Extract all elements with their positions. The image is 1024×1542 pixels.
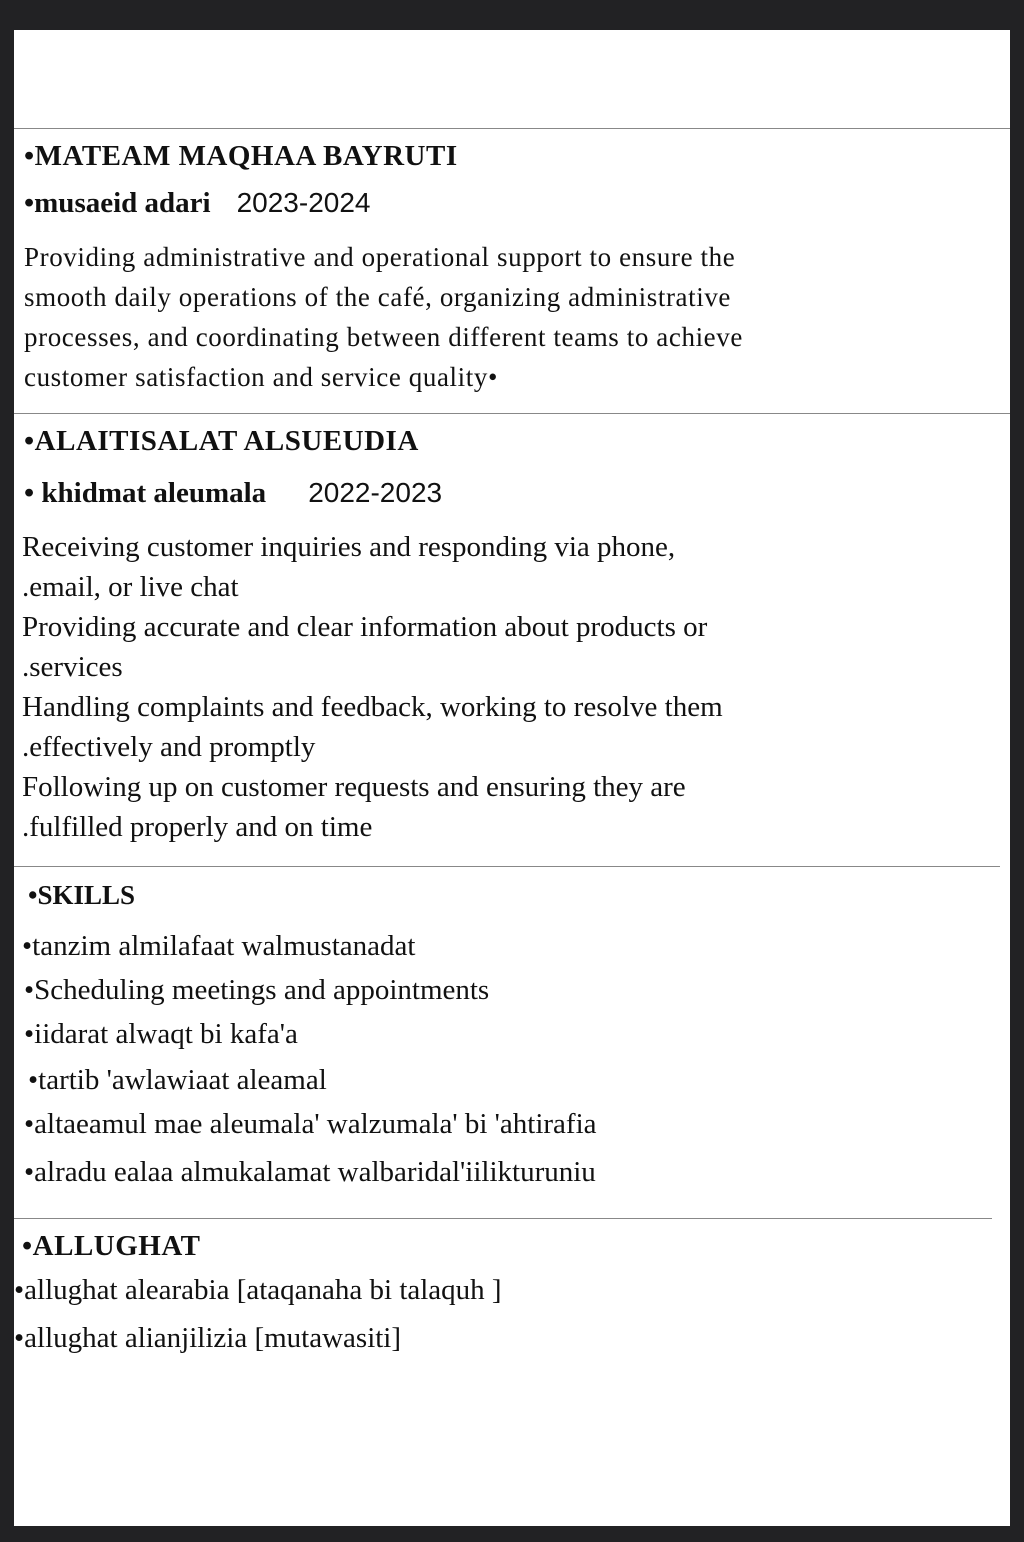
divider xyxy=(14,866,1000,867)
skill-item: •Scheduling meetings and appointments xyxy=(24,974,490,1006)
skill-item: •alradu ealaa almukalamat walbaridal'iilikturuniu xyxy=(24,1156,596,1188)
job-company: •MATEAM MAQHAA BAYRUTI xyxy=(24,140,458,172)
languages-title: •ALLUGHAT xyxy=(22,1230,201,1262)
resume-page xyxy=(14,30,1010,1526)
job-role: • khidmat aleumala 2022-2023 xyxy=(24,477,443,509)
divider xyxy=(14,413,1010,414)
job-role: •musaeid adari 2023-2024 xyxy=(24,187,371,219)
skill-item: •tanzim almilafaat walmustanadat xyxy=(22,930,416,962)
skills-title: •SKILLS xyxy=(28,880,136,910)
language-item: •allughat alianjilizia [mutawasiti] xyxy=(14,1322,402,1354)
skill-item: •altaeamul mae aleumala' walzumala' bi 'ahtirafia xyxy=(24,1108,597,1140)
skill-item: •tartib 'awlawiaat aleamal xyxy=(28,1064,327,1096)
job-description: Providing administrative and operational support to ensure the smooth daily operations of the café, organizing administrative processes, and coordinating between different teams to achieve customer satisfaction and service quality• xyxy=(24,242,743,392)
divider xyxy=(14,1218,992,1219)
job-years: 2022-2023 xyxy=(308,477,443,508)
language-item: •allughat alearabia [ataqanaha bi talaquh ] xyxy=(14,1274,502,1306)
job-company: •ALAITISALAT ALSUEUDIA xyxy=(24,425,419,457)
job-description: Receiving customer inquiries and responding via phone, .email, or live chat Providing accurate and clear information about products or .services Handling complaints and feedback, working to resolve them .effectively and promptly Following up on customer requests and ensuring they are .fulfilled properly and on time xyxy=(22,531,723,843)
job-years: 2023-2024 xyxy=(236,187,371,218)
skill-item: •iidarat alwaqt bi kafa'a xyxy=(24,1018,298,1050)
divider xyxy=(14,128,1010,129)
